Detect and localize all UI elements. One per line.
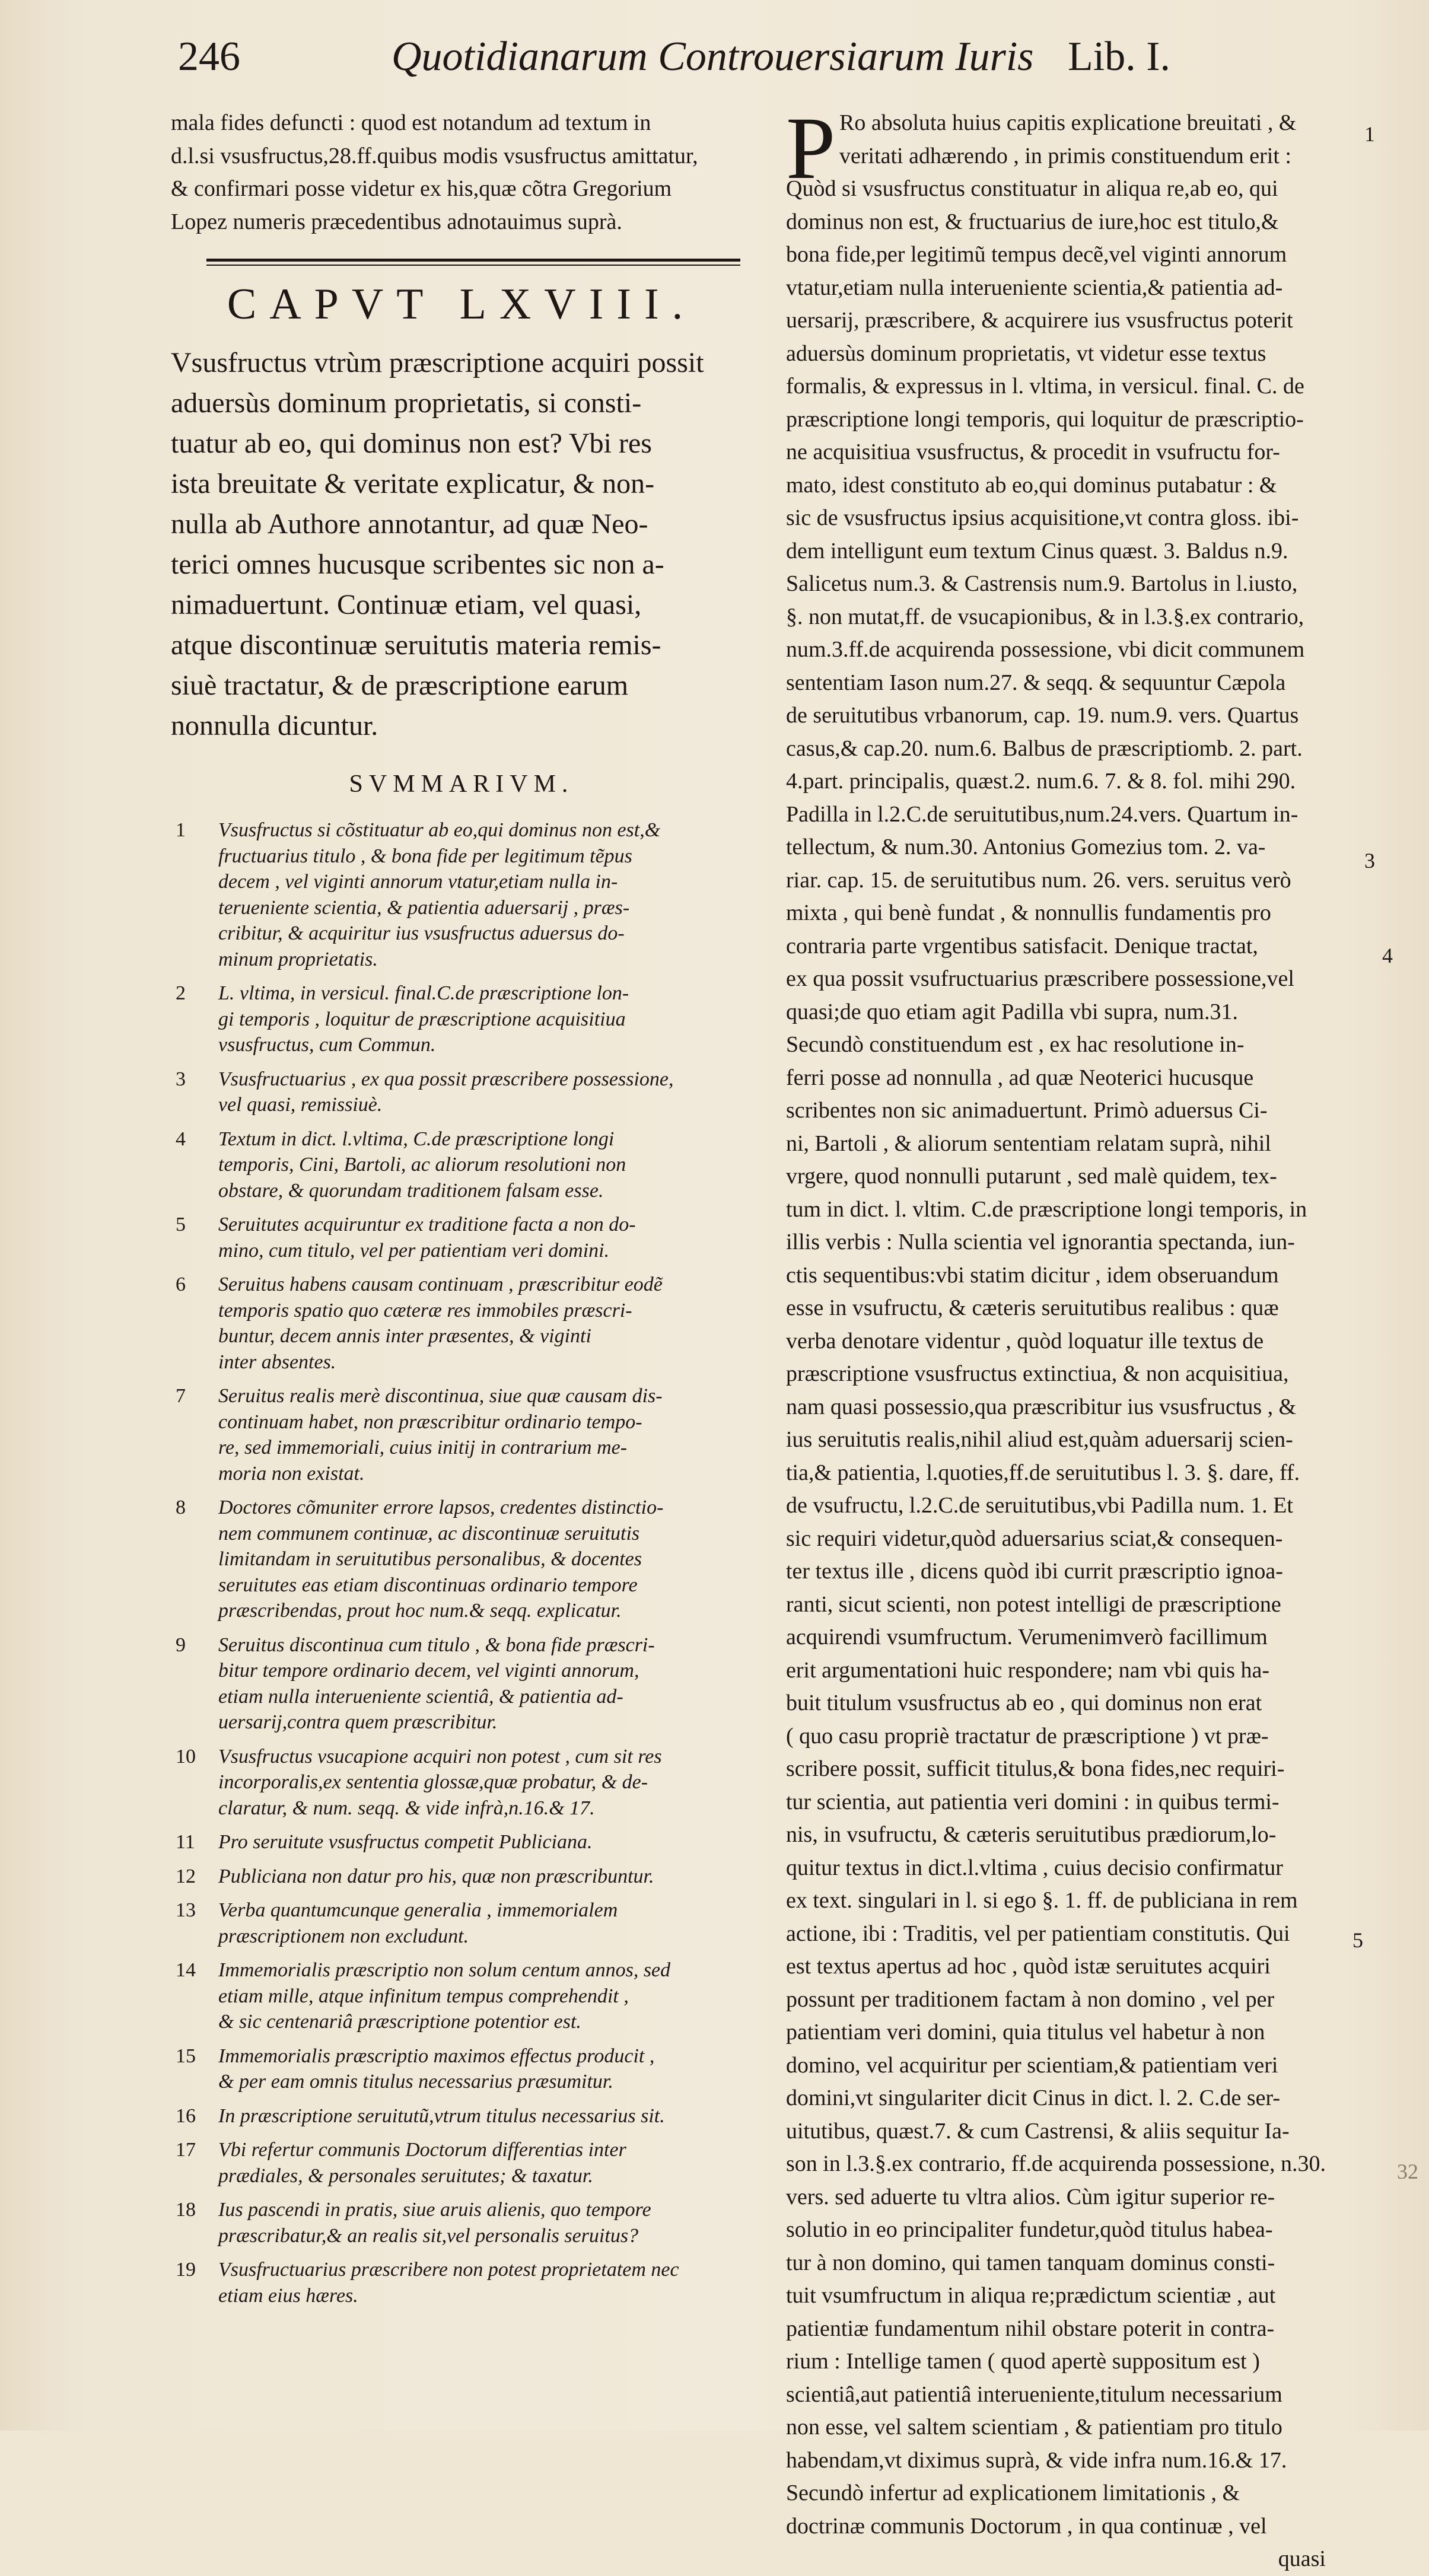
text-line: vers. sed aduerte tu vltra alios. Cùm igitur superior re-	[786, 2184, 1275, 2209]
argument-line: Vsusfructus vtrùm præscriptione acquiri possit	[171, 347, 704, 378]
summary-line: prædiales, & personales seruitutes; & taxatur.	[218, 2164, 593, 2187]
text-line: domino, vel acquiritur per scientiam,& patientiam veri	[786, 2052, 1278, 2078]
summary-item	[171, 1383, 752, 1486]
text-line: veritati adhærendo , in primis constituendum erit :	[839, 143, 1291, 168]
summary-text	[218, 817, 752, 972]
page-header	[178, 28, 1335, 94]
summary-item	[171, 1066, 752, 1118]
summary-item	[171, 1957, 752, 2035]
summary-list	[171, 817, 752, 2308]
text-line: ranti, sicut scienti, non potest intelligi de præscriptione	[786, 1591, 1281, 1617]
text-line: tum in dict. l. vltim. C.de præscriptione longi temporis, in	[786, 1196, 1307, 1222]
text-line: verba denotare videntur , quòd loquatur ille textus de	[786, 1328, 1264, 1354]
text-line: Secundò constituendum est , ex hac resolutione in-	[786, 1032, 1245, 1057]
text-line: esse in vsufructu, & cæteris seruitutibus realibus : quæ	[786, 1295, 1279, 1320]
summary-line: temporis, Cini, Bartoli, ac aliorum resolutioni non	[218, 1154, 626, 1176]
summary-item	[171, 1864, 752, 1890]
summary-text	[218, 1897, 752, 1949]
summary-number: 1	[176, 819, 186, 841]
summary-item	[171, 2103, 752, 2129]
summary-text	[218, 2257, 752, 2308]
summary-text	[218, 2103, 752, 2129]
summary-line: cribitur, & acquiritur ius vsusfructus aduersus do-	[218, 922, 625, 944]
summary-number: 6	[176, 1273, 186, 1295]
summary-line: temporis spatio quo cæteræ res immobiles præscri-	[218, 1299, 632, 1322]
argument-line: atque discontinuæ seruitutis materia remis-	[171, 629, 661, 661]
chapter-heading: CAPVT LXVIII.	[227, 280, 696, 329]
margin-number: 4	[1382, 944, 1393, 967]
summary-line: Textum in dict. l.vltima, C.de præscriptione longi	[218, 1128, 615, 1150]
summary-line: Seruitus discontinua cum titulo , & bona fide præscri-	[218, 1634, 655, 1656]
summary-number: 9	[176, 1634, 186, 1656]
summary-line: Seruitus habens causam continuam , præscribitur eodẽ	[218, 1273, 663, 1295]
summary-heading: SVMMARIVM.	[349, 770, 574, 798]
text-line: erit argumentationi huic respondere; nam vbi quis ha-	[786, 1657, 1270, 1683]
summary-line: obstare, & quorundam traditionem falsam esse.	[218, 1179, 604, 1202]
summary-line: seruitutes eas etiam discontinuas ordinario tempore	[218, 1574, 638, 1596]
text-line: mixta , qui benè fundat , & nonnullis fundamentis pro	[786, 900, 1271, 925]
text-line: rium : Intellige tamen ( quod apertè suppositum est )	[786, 2349, 1260, 2374]
text-line: ex qua possit vsufructuarius præscribere possessione,vel	[786, 966, 1294, 991]
summary-line: minum proprietatis.	[218, 948, 378, 970]
summary-line: Immemorialis præscriptio non solum centum annos, sed	[218, 1959, 671, 1981]
text-line: sententiam Iason num.27. & seqq. & sequuntur Cæpola	[786, 670, 1286, 695]
text-line: ni, Bartoli , & aliorum sententiam relatam suprà, nihil	[786, 1131, 1271, 1156]
summary-number: 11	[176, 1831, 195, 1853]
summary-number: 5	[176, 1214, 186, 1236]
summary-line: Publiciana non datur pro his, quæ non præscribuntur.	[218, 1865, 654, 1887]
text-line: Padilla in l.2.C.de seruitutibus,num.24.vers. Quartum in-	[786, 801, 1298, 827]
summary-item	[171, 1632, 752, 1736]
summary-line: continuam habet, non præscribitur ordinario tempo-	[218, 1410, 642, 1433]
text-line: ne acquisitiua vsusfructus, & procedit in vsufructu for-	[786, 440, 1280, 464]
chapter-argument	[171, 343, 752, 746]
text-line: solutio in eo principaliter fundetur,quòd titulus habea-	[786, 2217, 1273, 2242]
text-line: non esse, vel saltem scientiam , & patientiam pro titulo	[786, 2415, 1282, 2440]
text-line: mato, idest constituto ab eo,qui dominus putabatur : &	[786, 472, 1277, 498]
summary-item	[171, 2043, 752, 2095]
text-line: nam quasi possessio,qua præscribitur ius vsusfructus , &	[786, 1394, 1297, 1419]
summary-line: fructuarius titulo , & bona fide per legitimum tẽpus	[218, 845, 632, 867]
argument-line: nonnulla dicuntur.	[171, 710, 378, 741]
summary-line: Seruitus realis merè discontinua, siue quæ causam dis-	[218, 1385, 663, 1407]
summary-number: 7	[176, 1385, 186, 1407]
text-line: dem intelligunt eum textum Cinus quæst. 3. Baldus n.9.	[786, 538, 1288, 563]
summary-line: & per eam omnis titulus necessarius præsumitur.	[218, 2071, 613, 2093]
text-line: de seruitutibus vrbanorum, cap. 19. num.9. vers. Quartus	[786, 703, 1299, 728]
text-line: vtatur,etiam nulla interueniente scientia,& patientia ad-	[786, 275, 1283, 300]
text-line: mala fides defuncti : quod est notandum ad textum in	[171, 110, 651, 135]
summary-line: præscribatur,& an realis sit,vel personalis seruitus?	[218, 2224, 639, 2247]
summary-line: & sic centenariâ præscriptione potentior est.	[218, 2011, 581, 2033]
summary-number: 10	[176, 1745, 196, 1768]
margin-number: 1	[1364, 122, 1375, 146]
summary-item	[171, 2257, 752, 2308]
summary-line: Vsusfructus vsucapione acquiri non potest , cum sit res	[218, 1745, 662, 1768]
summary-number: 3	[176, 1068, 186, 1090]
text-line: d.l.si vsusfructus,28.ff.quibus modis vsusfructus amittatur,	[171, 143, 698, 168]
text-line: ter textus ille , dicens quòd ibi currit præscriptio ignoa-	[786, 1559, 1283, 1584]
argument-line: aduersùs dominum proprietatis, si consti-	[171, 387, 642, 419]
summary-number: 12	[176, 1865, 196, 1887]
summary-line: bitur tempore ordinario decem, vel viginti annorum,	[218, 1660, 639, 1682]
text-line: ctis sequentibus:vbi statim dicitur , idem obseruandum	[786, 1262, 1279, 1288]
summary-text	[218, 1829, 752, 1855]
summary-line: etiam nulla interueniente scientiâ, & patientia ad-	[218, 1685, 623, 1708]
summary-item	[171, 1744, 752, 1822]
text-line: quasi;de quo etiam agit Padilla vbi supra, num.31.	[786, 999, 1238, 1024]
summary-line: L. vltima, in versicul. final.C.de præscriptione lon-	[218, 982, 629, 1004]
summary-line: Doctores cõmuniter errore lapsos, credentes distinctio-	[218, 1496, 664, 1518]
text-line: buit titulum vsusfructus ab eo , qui dominus non erat	[786, 1690, 1262, 1715]
summary-item	[171, 1212, 752, 1263]
text-line: riar. cap. 15. de seruitutibus num. 26. vers. seruitus verò	[786, 867, 1291, 893]
summary-line: Pro seruitute vsusfructus competit Publiciana.	[218, 1831, 593, 1853]
summary-line: vel quasi, remissiuè.	[218, 1094, 383, 1116]
previous-chapter-ending	[171, 107, 752, 238]
margin-number: 3	[1364, 849, 1375, 873]
summary-text	[218, 2197, 752, 2249]
summary-line: mino, cum titulo, vel per patientiam veri domini.	[218, 1239, 610, 1262]
text-line: tuit vsumfructum in aliqua re;prædictum scientiæ , aut	[786, 2283, 1276, 2308]
text-line: uersarij, præscribere, & acquirere ius vsusfructus poterit	[786, 308, 1293, 333]
text-line: formalis, & expressus in l. vltima, in versicul. final. C. de	[786, 374, 1304, 399]
summary-line: Vsusfructus si cõstituatur ab eo,qui dominus non est,&	[218, 819, 661, 841]
summary-text	[218, 1212, 752, 1263]
summary-item	[171, 1495, 752, 1624]
text-line: 4.part. principalis, quæst.2. num.6. 7. & 8. fol. mihi 290.	[786, 769, 1296, 794]
summary-line: etiam mille, atque infinitum tempus comprehendit ,	[218, 1985, 629, 2007]
argument-line: ista breuitate & veritate explicatur, & non-	[171, 468, 655, 499]
text-line: habendam,vt diximus suprà, & vide infra num.16.& 17.	[786, 2447, 1287, 2473]
summary-number: 8	[176, 1496, 186, 1518]
text-line: & confirmari posse videtur ex his,quæ cõtra Gregorium	[171, 176, 672, 201]
summary-text	[218, 1632, 752, 1736]
text-line: sic de vsusfructus ipsius acquisitione,vt contra gloss. ibi-	[786, 505, 1299, 530]
book-label: Lib. I.	[1068, 34, 1171, 79]
running-title: Quotidianarum Controuersiarum Iuris	[392, 34, 1034, 79]
text-line: bona fide,per legitimũ tempus decẽ,vel viginti annorum	[786, 242, 1287, 267]
summary-number: 19	[176, 2259, 196, 2281]
summary-item	[171, 1897, 752, 1949]
text-line: præscriptione vsusfructus extinctiua, & non acquisitiua,	[786, 1361, 1289, 1386]
text-line: possunt per traditionem factam à non domino , vel per	[786, 1986, 1275, 2012]
right-column	[786, 99, 1338, 2576]
summary-line: uersarij,contra quem præscribitur.	[218, 1711, 498, 1733]
text-line: tur scientia, aut patientia veri domini : in quibus termi-	[786, 1789, 1280, 1814]
text-line: patientiam veri domini, quia titulus vel habetur à non	[786, 2020, 1265, 2045]
text-line: præscriptione longi temporis, qui loquitur de præscriptio-	[786, 406, 1304, 432]
text-line: est textus apertus ad hoc , quòd istæ seruitutes acquiri	[786, 1954, 1271, 1979]
summary-number: 16	[176, 2104, 196, 2127]
main-text	[786, 99, 1338, 2543]
text-line: ex text. singulari in l. si ego §. 1. ff. de publiciana in rem	[786, 1888, 1298, 1913]
summary-line: Vbi refertur communis Doctorum differentias inter	[218, 2139, 626, 2161]
text-line: Secundò infertur ad explicationem limitationis , &	[786, 2481, 1240, 2505]
text-line: Ro absoluta huius capitis explicatione breuitati , &	[839, 110, 1297, 135]
summary-line: incorporalis,ex sententia glossæ,quæ probatur, & de-	[218, 1771, 648, 1793]
summary-item	[171, 1829, 752, 1855]
text-line: contraria parte vrgentibus satisfacit. Denique tractat,	[786, 933, 1258, 959]
text-line: actione, ibi : Traditis, vel per patientiam constitutis. Qui	[786, 1921, 1290, 1946]
summary-line: Immemorialis præscriptio maximos effectus producit ,	[218, 2045, 655, 2067]
summary-line: In præscriptione seruitutũ,vtrum titulus necessarius sit.	[218, 2104, 665, 2127]
argument-line: terici omnes hucusque scribentes sic non a-	[171, 549, 664, 580]
margin-number: 32	[1397, 2160, 1418, 2183]
text-line: domini,vt singulariter dicit Cinus in dict. l. 2. C.de ser-	[786, 2085, 1281, 2110]
text-line: nis, in vsufructu, & cæteris seruitutibus prædiorum,lo-	[786, 1822, 1277, 1847]
text-line: sic requiri videtur,quòd aduersarius sciat,& consequen-	[786, 1526, 1283, 1551]
text-line: uitutibus, quæst.7. & cum Castrensi, & aliis sequitur Ia-	[786, 2118, 1290, 2144]
summary-number: 17	[176, 2139, 196, 2161]
summary-text	[218, 1066, 752, 1118]
catchword: quasi	[1278, 2546, 1326, 2571]
text-line: scribentes non sic animaduertunt. Primò aduersus Ci-	[786, 1098, 1268, 1123]
summary-text	[218, 1272, 752, 1375]
summary-line: inter absentes.	[218, 1351, 336, 1373]
summary-number: 13	[176, 1899, 196, 1921]
text-line: num.3.ff.de acquirenda possessione, vbi dicit communem	[786, 637, 1305, 662]
summary-line: Seruitutes acquiruntur ex traditione facta a non do-	[218, 1214, 636, 1236]
summary-line: præscriptionem non excludunt.	[218, 1925, 469, 1947]
text-line: de vsufructu, l.2.C.de seruitutibus,vbi Padilla num. 1. Et	[786, 1493, 1293, 1518]
summary-line: etiam eius hæres.	[218, 2284, 358, 2307]
summary-text	[218, 1864, 752, 1890]
text-line: Salicetus num.3. & Castrensis num.9. Bartolus in l.iusto,	[786, 571, 1298, 596]
text-line: vrgere, quod nonnulli putarunt , sed malè quidem, tex-	[786, 1164, 1277, 1189]
summary-line: Ius pascendi in pratis, siue aruis alienis, quo tempore	[218, 2199, 651, 2221]
text-line: illis verbis : Nulla scientia vel ignorantia spectanda, iun-	[786, 1230, 1295, 1254]
text-line: tur à non domino, qui tamen tanquam dominus consti-	[786, 2250, 1275, 2275]
summary-line: claratur, & num. seqq. & vide infrà,n.16.& 17.	[218, 1797, 595, 1819]
summary-item	[171, 1126, 752, 1204]
summary-number: 15	[176, 2045, 196, 2067]
text-line: tellectum, & num.30. Antonius Gomezius tom. 2. va-	[786, 835, 1266, 859]
summary-number: 2	[176, 982, 186, 1004]
summary-text	[218, 2137, 752, 2189]
summary-item	[171, 817, 752, 972]
text-line: ferri posse ad nonnulla , ad quæ Neoterici hucusque	[786, 1065, 1254, 1090]
summary-line: Vsusfructuarius , ex qua possit præscribere possessione,	[218, 1068, 674, 1090]
text-line: §. non mutat,ff. de vsucapionibus, & in l.3.§.ex contrario,	[786, 604, 1304, 629]
text-line: scribere possit, sufficit titulus,& bona fides,nec requiri-	[786, 1756, 1285, 1781]
chapter-divider	[171, 238, 752, 274]
summary-line: terueniente scientia, & patientia aduersarij , præs-	[218, 896, 630, 919]
text-line: dominus non est, & fructuarius de iure,hoc est titulo,&	[786, 209, 1279, 234]
summary-text	[218, 980, 752, 1058]
summary-text	[218, 2043, 752, 2095]
text-line: casus,& cap.20. num.6. Balbus de præscriptiomb. 2. part.	[786, 735, 1303, 761]
summary-number: 14	[176, 1959, 196, 1981]
summary-text	[218, 1126, 752, 1204]
left-column	[171, 107, 752, 2317]
summary-line: Vsusfructuarius præscribere non potest proprietatem nec	[218, 2259, 679, 2281]
summary-text	[218, 1744, 752, 1822]
argument-line: nimaduertunt. Continuæ etiam, vel quasi,	[171, 589, 642, 620]
summary-item	[171, 1272, 752, 1375]
text-line: Lopez numeris præcedentibus adnotauimus suprà.	[171, 209, 622, 234]
summary-line: limitandam in seruitutibus personalibus, & docentes	[218, 1548, 642, 1570]
summary-line: vsusfructus, cum Commun.	[218, 1034, 436, 1056]
text-line: acquirendi vsumfructum. Verumenimverò facillimum	[786, 1625, 1268, 1650]
summary-line: re, sed immemoriali, cuius initij in contrarium me-	[218, 1437, 628, 1459]
summary-number: 18	[176, 2199, 196, 2221]
text-line: quitur textus in dict.l.vltima , cuius decisio confirmatur	[786, 1855, 1283, 1880]
summary-text	[218, 1495, 752, 1624]
summary-line: gi temporis , loquitur de præscriptione acquisitiua	[218, 1008, 626, 1030]
argument-line: tuatur ab eo, qui dominus non est? Vbi res	[171, 428, 652, 459]
text-line: ( quo casu propriè tractatur de præscriptione ) vt præ-	[786, 1723, 1269, 1749]
text-line: Quòd si vsusfructus constituatur in aliqua re,ab eo, qui	[786, 176, 1278, 201]
text-line: tia,& patientia, l.quoties,ff.de seruitutibus l. 3. §. dare, ff.	[786, 1460, 1300, 1485]
margin-number: 5	[1352, 1928, 1363, 1952]
page-number: 246	[178, 34, 240, 79]
summary-text	[218, 1957, 752, 2035]
summary-line: buntur, decem annis inter præsentes, & viginti	[218, 1325, 591, 1347]
summary-item	[171, 980, 752, 1058]
summary-number: 4	[176, 1128, 186, 1150]
summary-text	[218, 1383, 752, 1486]
text-line: doctrinæ communis Doctorum , in qua continuæ , vel	[786, 2513, 1267, 2539]
argument-line: nulla ab Authore annotantur, ad quæ Neo-	[171, 508, 648, 540]
summary-line: Verba quantumcunque generalia , immemorialem	[218, 1899, 618, 1921]
summary-line: moria non existat.	[218, 1462, 365, 1485]
summary-line: decem , vel viginti annorum vtatur,etiam nulla in-	[218, 871, 618, 893]
drop-capital: P	[786, 99, 836, 198]
text-line: scientiâ,aut patientiâ interueniente,titulum necessarium	[786, 2381, 1282, 2407]
text-line: son in l.3.§.ex contrario, ff.de acquirenda possessione, n.30.	[786, 2151, 1326, 2176]
summary-item	[171, 2197, 752, 2249]
argument-line: siuè tractatur, & de præscriptione earum	[171, 670, 629, 701]
summary-item	[171, 2137, 752, 2189]
summary-line: præscribendas, prout hoc num.& seqq. explicatur.	[218, 1600, 622, 1622]
text-line: ius seruitutis realis,nihil aliud est,quàm aduersarij scien-	[786, 1427, 1293, 1452]
text-line: aduersùs dominum proprietatis, vt videtur esse textus	[786, 340, 1266, 366]
text-line: patientiæ fundamentum nihil obstare poterit in contra-	[786, 2316, 1275, 2341]
summary-line: nem communem continuæ, ac discontinuæ seruitutis	[218, 1522, 640, 1545]
